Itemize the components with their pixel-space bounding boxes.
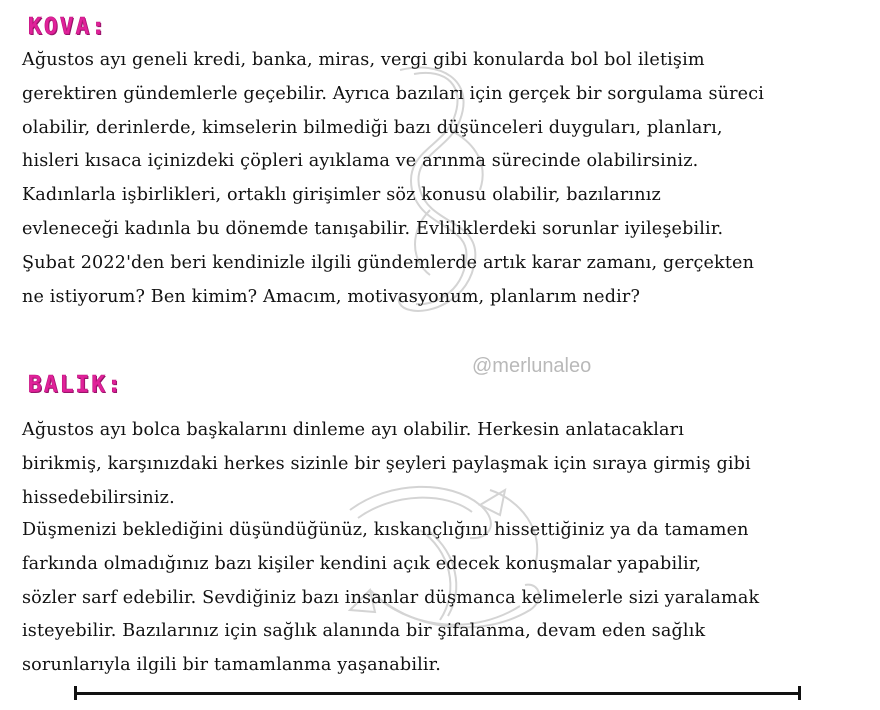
- kova-paragraph: [22, 44, 862, 314]
- text-line: olabilir, derinlerde, kimselerin bilmediği bazı düşünceleri duyguları, planları,: [22, 117, 723, 138]
- text-line: Kadınlarla işbirlikleri, ortaklı girişimler söz konusu olabilir, bazılarınız: [22, 185, 661, 206]
- divider-right-cap: [798, 686, 801, 700]
- text-line: sözler sarf edebilir. Sevdiğiniz bazı insanlar düşmanca kelimelerle sizi yaralamak: [22, 587, 760, 608]
- balik-paragraph-1: [22, 414, 862, 515]
- text-line: gerektiren gündemlerle geçebilir. Ayrıca bazıları için gerçek bir sorgulama süreci: [22, 83, 765, 104]
- kova-heading: KOVA:: [28, 14, 108, 40]
- text-line: Ağustos ayı geneli kredi, banka, miras, vergi gibi konularda bol bol iletişim: [22, 50, 705, 70]
- text-line: farkında olmadığınız bazı kişiler kendini açık edecek konuşmalar yapabilir,: [22, 553, 702, 574]
- balik-heading: BALIK:: [28, 372, 124, 398]
- text-line: Şubat 2022'den beri kendinizle ilgili gündemlerde artık karar zamanı, gerçekten: [22, 252, 755, 273]
- text-line: sorunlarıyla ilgili bir tamamlanma yaşanabilir.: [22, 655, 442, 676]
- bottom-divider: [74, 686, 801, 700]
- text-line: Düşmenizi beklediğini düşündüğünüz, kıskançlığını hissettiğiniz ya da tamamen: [22, 520, 749, 540]
- text-line: hisleri kısaca içinizdeki çöpleri ayıklama ve arınma sürecinde olabilirsiniz.: [22, 151, 699, 172]
- text-line: Ağustos ayı bolca başkalarını dinleme ayı olabilir. Herkesin anlatacakları: [22, 420, 684, 440]
- text-line: evleneceği kadınla bu dönemde tanışabilir. Evliliklerdeki sorunlar iyileşebilir.: [22, 218, 724, 239]
- text-line: isteyebilir. Bazılarınız için sağlık alanında bir şifalanma, devam eden sağlık: [22, 621, 706, 642]
- balik-paragraph-2: [22, 514, 862, 683]
- watermark-handle: @merlunaleo: [472, 355, 592, 377]
- text-line: birikmiş, karşınızdaki herkes sizinle bir şeyleri paylaşmak için sıraya girmiş gibi: [22, 453, 751, 474]
- divider-bar: [74, 692, 801, 695]
- text-line: hissedebilirsiniz.: [22, 487, 175, 508]
- text-line: ne istiyorum? Ben kimim? Amacım, motivasyonum, planlarım nedir?: [22, 286, 641, 307]
